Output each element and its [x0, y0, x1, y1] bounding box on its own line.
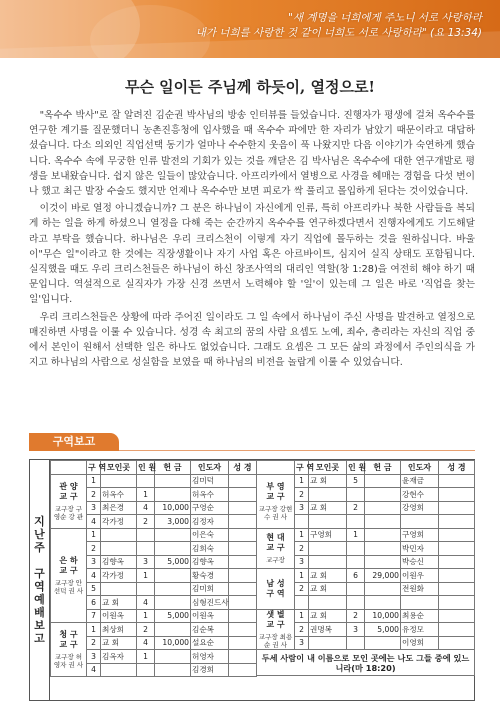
table-cell: 3 [347, 623, 365, 637]
table-cell [155, 650, 191, 664]
table-row [257, 569, 475, 583]
table-cell: 최은경 [101, 501, 137, 515]
table-cell [155, 474, 191, 488]
group-name: 부 영 교 구 [266, 481, 285, 501]
table-cell: 김미희 [191, 582, 229, 596]
table-cell: 2 [347, 609, 365, 623]
table-cell: 황숙경 [191, 569, 229, 583]
group-report [29, 459, 475, 701]
table-cell: 허영자 [191, 650, 229, 664]
table-cell: 최상희 [101, 623, 137, 637]
table-cell: 구영희 [309, 528, 347, 542]
side-label-char: 보 [34, 619, 45, 632]
table-cell [365, 555, 401, 569]
table-cell: 2 [295, 582, 309, 596]
side-label-char: 난 [34, 528, 45, 541]
table-cell [309, 488, 347, 502]
table-cell: 2 [295, 488, 309, 502]
table-cell [365, 542, 401, 556]
table-cell: 최용순 [401, 609, 439, 623]
table-cell [309, 596, 347, 610]
table-cell [347, 542, 365, 556]
group-name: 청 구 교 구 [59, 630, 78, 649]
table-cell: 김희숙 [191, 542, 229, 556]
article-body [29, 108, 475, 372]
footer-row [257, 650, 475, 676]
table-cell: 박민자 [401, 542, 439, 556]
report-side-label [30, 460, 50, 700]
group-name-cell [51, 623, 87, 677]
table-cell: 4 [137, 596, 155, 610]
table-cell: 이원옥 [101, 609, 137, 623]
table-cell: 각가정 [101, 515, 137, 529]
header-cell: 성 경 [229, 461, 257, 475]
table-cell [229, 609, 257, 623]
table-cell: 6 [87, 596, 101, 610]
scripture-verse [172, 11, 482, 41]
table-cell: 4 [137, 636, 155, 650]
section-tab: 구역보고 [29, 433, 119, 451]
table-cell [137, 663, 155, 677]
table-cell: 이은숙 [191, 528, 229, 542]
header-banner [0, 0, 500, 58]
table-cell: 29,000 [365, 569, 401, 583]
group-name: 현 대 교 구 [266, 532, 285, 552]
table-cell [347, 596, 365, 610]
header-cell: 헌 금 [155, 461, 191, 475]
table-cell [365, 488, 401, 502]
table-cell [309, 555, 347, 569]
table-cell: 1 [295, 474, 309, 488]
table-cell: 1 [87, 474, 101, 488]
table-row [257, 528, 475, 542]
table-row [51, 528, 257, 542]
table-cell: 강현수 [401, 488, 439, 502]
table-cell: 각가정 [101, 569, 137, 583]
table-cell: 유정모 [401, 623, 439, 637]
header-cell: 모인곳 [309, 461, 347, 475]
table-cell: 이원옥 [191, 609, 229, 623]
side-label-char: 예 [34, 593, 45, 606]
table-cell: 허옥수 [101, 488, 137, 502]
table-cell: 2 [87, 636, 101, 650]
footer-note: 두세 사람이 내 이름으로 모인 곳에는 나도 그들 중에 있느니라(마 18:20) [257, 650, 475, 676]
table-cell [309, 515, 347, 529]
verse-line: "새 계명을 너희에게 주노니 서로 사랑하라 [288, 12, 482, 24]
table-cell: 1 [137, 569, 155, 583]
table-cell [439, 474, 475, 488]
table-cell [229, 569, 257, 583]
table-cell: 4 [87, 569, 101, 583]
table-cell: 3 [295, 636, 309, 650]
table-cell: 이영희 [401, 636, 439, 650]
table-cell: 1 [87, 528, 101, 542]
table-cell: 3,000 [155, 515, 191, 529]
table-cell [101, 528, 137, 542]
table-cell [439, 596, 475, 610]
table-cell: 5,000 [155, 609, 191, 623]
table-cell [439, 555, 475, 569]
group-name-cell [257, 609, 295, 650]
table-cell: 6 [347, 569, 365, 583]
table-cell: 1 [347, 528, 365, 542]
group-name-cell [51, 474, 87, 528]
table-cell: 1 [295, 569, 309, 583]
table-cell: 10,000 [365, 609, 401, 623]
table-cell [439, 569, 475, 583]
table-header-row [257, 461, 475, 475]
table-cell [229, 663, 257, 677]
group-leader: 교구장 허영자 권 사 [53, 653, 84, 669]
table-cell [439, 515, 475, 529]
table-cell: 구영희 [401, 528, 439, 542]
table-header-row [51, 461, 257, 475]
table-cell: 강영희 [401, 501, 439, 515]
table-cell [347, 582, 365, 596]
table-cell [439, 488, 475, 502]
report-table [50, 460, 257, 677]
table-cell: 1 [295, 609, 309, 623]
table-cell [137, 582, 155, 596]
table-cell [229, 582, 257, 596]
group-name-cell [51, 528, 87, 623]
report-right-table [256, 460, 474, 676]
table-cell: 교 회 [309, 474, 347, 488]
header-cell: 인 원 [137, 461, 155, 475]
table-row [257, 474, 475, 488]
table-cell [155, 542, 191, 556]
table-cell: 권명복 [309, 623, 347, 637]
table-cell [229, 501, 257, 515]
table-row [257, 609, 475, 623]
table-cell [439, 582, 475, 596]
table-cell: 2 [137, 623, 155, 637]
table-cell: 심형진드사 [191, 596, 229, 610]
table-cell [101, 582, 137, 596]
table-cell [229, 650, 257, 664]
table-cell [229, 515, 257, 529]
table-cell: 김정자 [191, 515, 229, 529]
table-cell: 이원우 [401, 569, 439, 583]
group-leader: 교구장 강현수 권 사 [258, 504, 293, 521]
header-cell: 구 역 [295, 461, 309, 475]
table-cell: 2 [347, 501, 365, 515]
header-cell: 모인곳 [101, 461, 137, 475]
header-cell: 인 원 [347, 461, 365, 475]
group-name-cell [257, 569, 295, 610]
table-cell [347, 488, 365, 502]
group-name: 은 하 교 구 [59, 555, 78, 575]
header-cell: 인도자 [401, 461, 439, 475]
table-cell: 3 [137, 555, 155, 569]
side-label-char: 고 [34, 632, 45, 645]
table-cell [401, 596, 439, 610]
table-cell: 1 [137, 488, 155, 502]
table-cell: 김순복 [191, 623, 229, 637]
table-cell: 2 [295, 623, 309, 637]
table-cell: 윤재금 [401, 474, 439, 488]
table-cell [439, 623, 475, 637]
table-cell: 3 [87, 650, 101, 664]
article-paragraph: 이것이 바로 열정 아니겠습니까? 그 분은 하나님이 자신에게 인류, 특히 아프리카나 북한 사람들을 복되게 하는 일을 하게 하셨으니 열정을 다해 죽는 순간까지 옥수수를 연구하겠다면서 진행자에게도 기도해달라고 부탁을 했습니다. 하나님은 우리 크리스천이 이렇게 자기 직업에 몰두하는 것을 원하십니다. 바울이"무슨 일"이라고 한 것에는 직장생활이나 자기 사업 혹은 아르바이트, 심지어 실직 상태도 포함됩니다. 실직했을 때도 우리 크리스천들은 하나님이 하신 창조사역의 대리인 역할(창 1:28)을 여전히 해야 하기 때문입니다. 역설적으로 실직자가 가장 신경 쓰면서 노력해야 할 '일'이 있는데 그 일은 바로 '직업을 찾는 일'입니다. [29, 203, 475, 306]
table-cell [155, 663, 191, 677]
table-cell: 4 [87, 663, 101, 677]
table-cell [155, 528, 191, 542]
header-cell: 구 역 [87, 461, 101, 475]
table-cell: 2 [87, 542, 101, 556]
table-cell [137, 474, 155, 488]
table-cell: 교 회 [101, 636, 137, 650]
table-cell: 교 회 [309, 501, 347, 515]
table-cell [439, 636, 475, 650]
table-cell [155, 582, 191, 596]
table-cell: 4 [137, 501, 155, 515]
table-cell [101, 542, 137, 556]
table-cell [155, 488, 191, 502]
group-name-cell [257, 474, 295, 528]
section-header [29, 433, 475, 451]
table-cell: 5,000 [365, 623, 401, 637]
header-cell [51, 461, 87, 475]
side-label-char [38, 554, 42, 567]
table-cell [365, 582, 401, 596]
table-cell [229, 474, 257, 488]
table-cell [347, 636, 365, 650]
table-cell [229, 488, 257, 502]
side-label-char: 구 [34, 567, 45, 580]
table-cell: 1 [137, 650, 155, 664]
group-leader: 교구장 구영순 강 관 [53, 504, 84, 521]
table-cell [295, 596, 309, 610]
table-cell [347, 515, 365, 529]
group-leader: 교구장 안선덕 권 사 [53, 578, 84, 595]
table-cell [229, 636, 257, 650]
table-cell: 2 [295, 542, 309, 556]
table-cell [155, 596, 191, 610]
group-leader: 교구장 [266, 555, 285, 564]
table-cell: 김옥자 [101, 650, 137, 664]
report-table [256, 460, 475, 676]
table-cell [309, 542, 347, 556]
table-cell: 김향옥 [191, 555, 229, 569]
group-name: 남 성 구 역 [266, 578, 285, 598]
table-cell: 박승신 [401, 555, 439, 569]
table-cell [101, 474, 137, 488]
table-cell [365, 474, 401, 488]
group-name: 샛 별 교 구 [266, 609, 285, 629]
table-cell [365, 596, 401, 610]
table-cell: 설요순 [191, 636, 229, 650]
table-cell: 10,000 [155, 636, 191, 650]
table-cell [347, 555, 365, 569]
side-label-char: 역 [34, 580, 45, 593]
table-cell [295, 515, 309, 529]
table-cell: 3 [295, 555, 309, 569]
table-cell: 7 [87, 609, 101, 623]
table-cell [229, 555, 257, 569]
table-cell: 교 회 [309, 609, 347, 623]
table-cell: 4 [87, 515, 101, 529]
table-cell: 2 [137, 515, 155, 529]
table-cell: 3 [87, 555, 101, 569]
table-cell: 1 [87, 623, 101, 637]
table-cell [439, 609, 475, 623]
side-label-char: 주 [34, 541, 45, 554]
table-cell: 10,000 [155, 501, 191, 515]
header-cell: 인도자 [191, 461, 229, 475]
table-cell: 김향옥 [101, 555, 137, 569]
table-cell [229, 623, 257, 637]
table-cell: 5 [87, 582, 101, 596]
table-cell [365, 515, 401, 529]
table-cell: 김미덕 [191, 474, 229, 488]
verse-line: 내가 너희를 사랑한 것 같이 너희도 서로 사랑하라" (요 13:34) [195, 27, 482, 39]
table-cell: 허옥수 [191, 488, 229, 502]
table-cell: 김경희 [191, 663, 229, 677]
table-cell [101, 663, 137, 677]
table-cell [155, 569, 191, 583]
header-cell: 성 경 [439, 461, 475, 475]
table-cell [439, 528, 475, 542]
table-cell: 구영순 [191, 501, 229, 515]
side-label-char: 배 [34, 606, 45, 619]
table-cell: 교 회 [101, 596, 137, 610]
table-cell: 1 [137, 609, 155, 623]
table-cell [137, 528, 155, 542]
table-cell [439, 501, 475, 515]
table-cell [439, 542, 475, 556]
table-cell: 교 회 [309, 569, 347, 583]
table-cell: 3 [295, 501, 309, 515]
table-row [51, 474, 257, 488]
table-cell [155, 623, 191, 637]
table-cell [365, 501, 401, 515]
group-leader: 교구장 최용순 권 사 [258, 632, 293, 649]
article-paragraph: 우리 크리스천들은 상황에 따라 주어진 일이라도 그 일 속에서 하나님이 주신 사명을 발견하고 열정으로 매진하면 사명을 이룰 수 있습니다. 성경 속 최고의 꿈의 사람 요셉도 노예, 죄수, 총리라는 자신의 직업 중에서 본인이 원해서 선택한 일은 하나도 없었습니다. 그래도 요셉은 그 모든 삶의 과정에서 주인의식을 가지고 하나님의 사람으로 성실함을 보였을 때 하나님의 비전을 놀랍게 이룰 수 있었습니다. [29, 311, 475, 369]
table-cell [365, 528, 401, 542]
article-paragraph: "옥수수 박사"로 잘 알려진 김순권 박사님의 방송 인터뷰를 들었습니다. 진행자가 평생에 걸쳐 옥수수를 연구한 계기를 질문했더니 농촌진흥청에 입사했을 때 옥수수 파에만 한 자리가 남았기 때문이라고 대답하셨습니다. 다소 의외인 직업선택 동기가 얼마나 수수한지 웃음이 푹 나왔지만 다음 이야기가 숙연하게 했습니다. 옥수수 속에 무궁한 인류 발전의 기회가 있는 것을 깨닫은 김 박사님은 옥수수에 대한 연구개발로 평생을 보내왔습니다. 쉽지 않은 일들이 많았습니다. 아프리카에서 열병으로 사경을 헤매는 경험을 다섯 번이나 했고 최근 발장 수술도 했지만 언제나 옥수수만 보면 피로가 싹 풀리고 몰입하게 된다는 것이었습니다. [29, 110, 475, 198]
group-name-cell [257, 528, 295, 569]
table-cell [137, 542, 155, 556]
table-cell: 전원화 [401, 582, 439, 596]
header-cell [257, 461, 295, 475]
side-label-char: 지 [34, 515, 45, 528]
table-cell: 2 [87, 488, 101, 502]
header-cell: 헌 금 [365, 461, 401, 475]
table-cell: 3 [87, 501, 101, 515]
table-cell: 5 [347, 474, 365, 488]
table-cell [229, 542, 257, 556]
table-cell [229, 528, 257, 542]
table-cell [309, 636, 347, 650]
article-title: 무슨 일이든 주님께 하듯이, 열정으로! [124, 78, 376, 96]
table-cell [365, 636, 401, 650]
table-cell [401, 515, 439, 529]
group-name: 관 양 교 구 [59, 481, 78, 501]
table-cell: 1 [295, 528, 309, 542]
table-row [51, 623, 257, 637]
table-cell: 5,000 [155, 555, 191, 569]
report-left-table [50, 460, 256, 677]
table-cell: 교 회 [309, 582, 347, 596]
table-cell [229, 596, 257, 610]
